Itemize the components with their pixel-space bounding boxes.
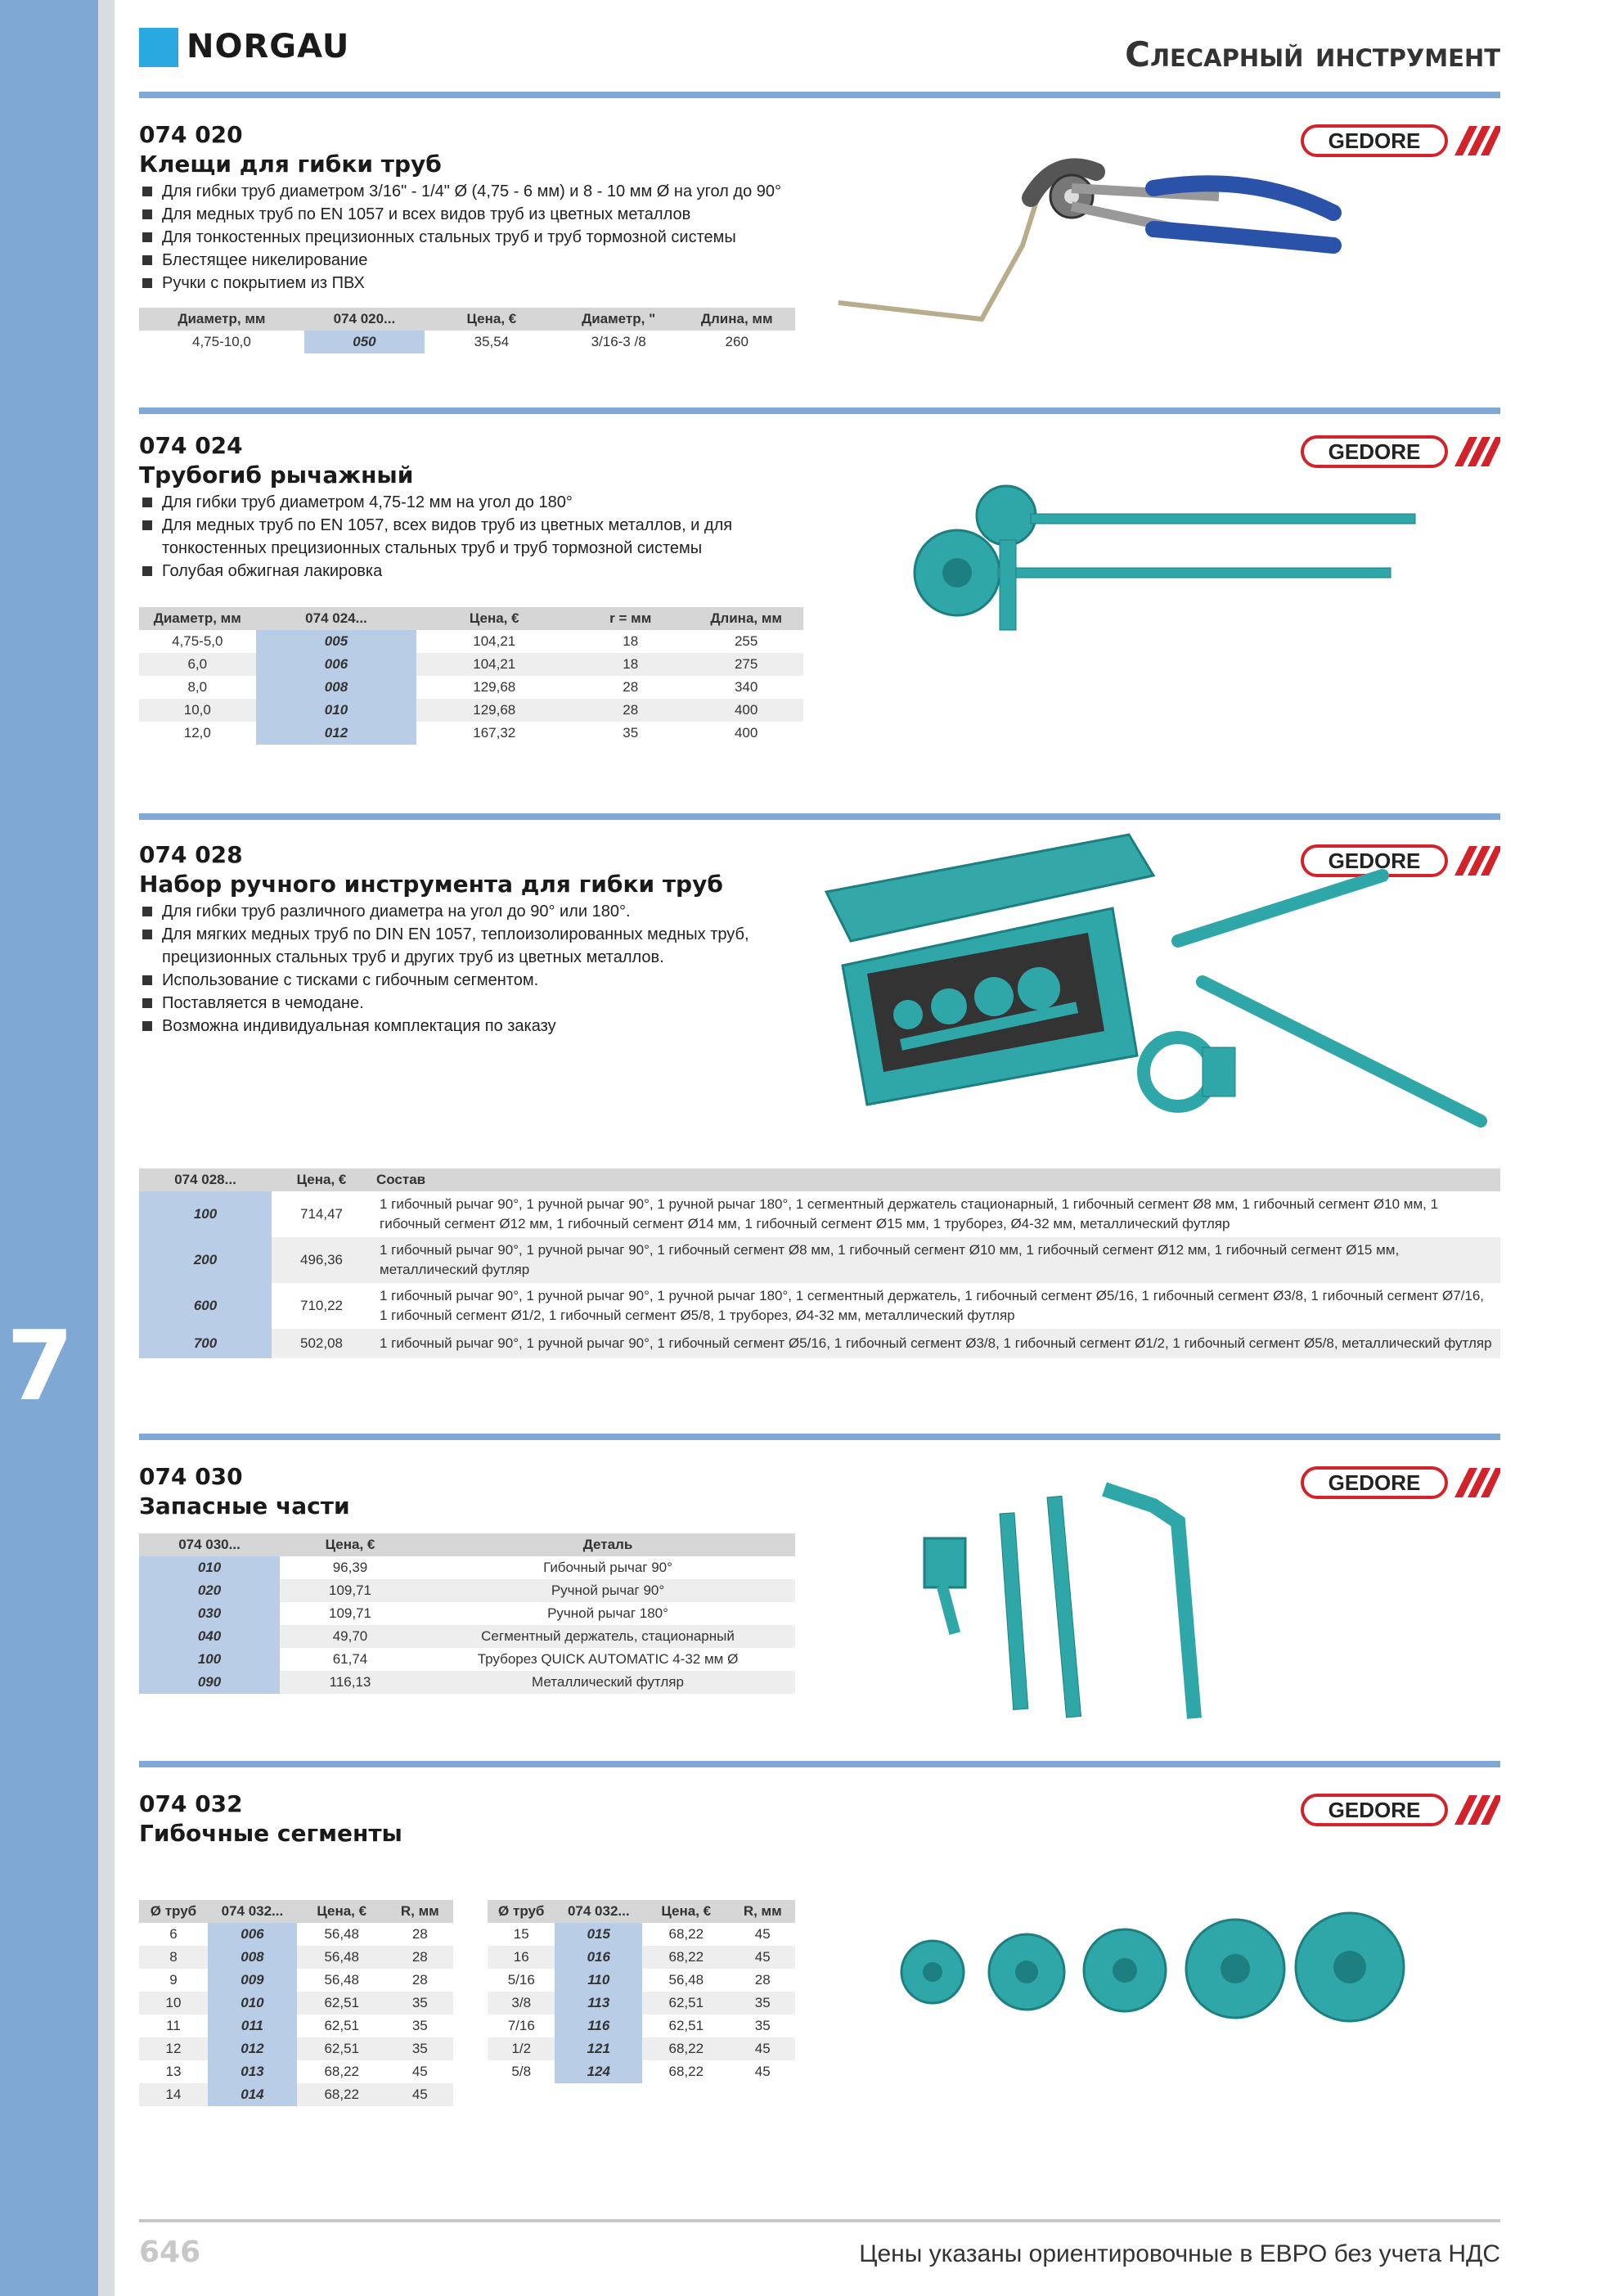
gedore-logo [1301, 1792, 1500, 1828]
gedore-logo-text: GEDORE [1328, 439, 1421, 464]
table-cell: 35 [731, 1992, 795, 2015]
column-header: 074 028... [139, 1168, 272, 1191]
table-cell: 35 [411, 2018, 428, 2033]
table-cell: 62,51 [642, 1992, 730, 2015]
column-header: R, мм [387, 1900, 453, 1923]
table-header-row [139, 1900, 453, 1923]
table-row [488, 2037, 795, 2060]
column-header: Состав [371, 1168, 1500, 1191]
table-header-row [139, 308, 795, 331]
table-cell: 68,22 [324, 2064, 360, 2079]
table-row [139, 653, 803, 676]
table-cell: 113 [555, 1992, 642, 2015]
table-cell: 050 [304, 331, 425, 353]
table-header-row [488, 1900, 795, 1923]
table-cell: 35 [387, 1992, 453, 2015]
table-cell: 56,48 [297, 1946, 387, 1969]
table-cell: 35 [387, 2037, 453, 2060]
table-cell: 13 [165, 2064, 182, 2079]
table-cell: 700 [139, 1329, 272, 1358]
table-cell: 006 [208, 1923, 297, 1946]
spare-parts-table [139, 1533, 795, 1694]
table-cell: 45 [411, 2064, 428, 2079]
product-title: Гибочные сегменты [139, 1820, 402, 1847]
table-cell: Сегментный держатель, стационарный [420, 1625, 795, 1648]
table-row [139, 1283, 1500, 1329]
spare-parts-image [908, 1473, 1235, 1743]
table-cell: 104,21 [416, 653, 572, 676]
feature-list [141, 900, 787, 1038]
gedore-logo [1301, 434, 1500, 470]
table-row [139, 2060, 453, 2083]
column-header: Ø труб [488, 1900, 555, 1923]
column-header: R, мм [731, 1900, 795, 1923]
table-cell: 6 [169, 1926, 178, 1942]
table-cell: 005 [256, 630, 417, 653]
feature-item: Для гибки труб диаметром 4,75-12 мм на угол до 180° [141, 491, 795, 514]
table-cell: 129,68 [473, 679, 516, 695]
table-cell: 100 [139, 1191, 272, 1237]
table-cell: 7/16 [507, 2018, 535, 2033]
table-cell: 14 [139, 2083, 208, 2106]
product-code: 074 028 [139, 841, 243, 868]
bending-segments-image [892, 1907, 1415, 2037]
table-cell: 18 [572, 653, 689, 676]
left-sidebar [0, 0, 98, 2296]
table-row [139, 1556, 795, 1579]
table-cell: 45 [387, 2083, 453, 2106]
table-cell: 10,0 [139, 699, 256, 722]
table-row [488, 1923, 795, 1946]
lever-pipe-bender-image [908, 483, 1432, 646]
column-header: Деталь [420, 1533, 795, 1556]
table-cell: 28 [411, 1972, 428, 1988]
table-cell: 3/8 [488, 1992, 555, 2015]
table-header-row [139, 607, 803, 630]
table-cell: 110 [555, 1969, 642, 1992]
table-cell: 013 [208, 2060, 297, 2083]
table-header-row [139, 1168, 1500, 1191]
column-header: Диаметр, мм [139, 308, 304, 331]
table-cell: 012 [256, 722, 417, 745]
table-cell: 12,0 [183, 725, 211, 741]
table-cell: 010 [208, 1992, 297, 2015]
column-header: Диаметр, мм [139, 607, 256, 630]
table-cell: 129,68 [416, 699, 572, 722]
product-code: 074 032 [139, 1790, 243, 1817]
column-header: Диаметр, " [559, 308, 679, 331]
table-cell: 68,22 [668, 1926, 704, 1942]
feature-item: Голубая обжигная лакировка [141, 560, 795, 583]
table-cell: 5/8 [511, 2064, 532, 2079]
table-cell: 109,71 [280, 1579, 420, 1602]
table-cell: 45 [731, 1946, 795, 1969]
pipe-bending-pliers-image [826, 139, 1350, 344]
table-cell: Гибочный рычаг 90° [543, 1560, 672, 1575]
table-row [139, 630, 803, 653]
gedore-logo-text: GEDORE [1328, 1470, 1421, 1495]
kit-table [139, 1168, 1500, 1358]
footer-rule [139, 2219, 1500, 2222]
norgau-logo-icon [139, 28, 178, 67]
table-cell: 400 [689, 699, 803, 722]
tool-set-case-image [818, 826, 1505, 1154]
table-row [139, 1602, 795, 1625]
table-header-row [139, 1533, 795, 1556]
table-cell: 010 [256, 699, 417, 722]
gedore-logo [1301, 1465, 1500, 1501]
table-cell: Ручной рычаг 180° [547, 1605, 668, 1621]
product-title: Трубогиб рычажный [139, 461, 414, 488]
gedore-logo-text: GEDORE [1328, 128, 1421, 153]
table-cell: 010 [139, 1556, 280, 1579]
product-title: Запасные части [139, 1492, 350, 1519]
product-code: 074 030 [139, 1463, 243, 1490]
table-cell: 68,22 [642, 2037, 730, 2060]
column-header: r = мм [572, 607, 689, 630]
table-cell: 68,22 [642, 1946, 730, 1969]
table-cell: Труборез QUICK AUTOMATIC 4-32 мм Ø [477, 1651, 739, 1667]
table-cell: 56,48 [324, 1972, 360, 1988]
product-code: 074 024 [139, 432, 243, 459]
table-cell: 400 [734, 725, 758, 741]
table-row [139, 1946, 453, 1969]
table-cell: 61,74 [332, 1651, 368, 1667]
feature-item: Для гибки труб диаметром 3/16" - 1/4" Ø (4,75 - 6 мм) и 8 - 10 мм Ø на угол до 90° [141, 180, 877, 203]
table-cell: 104,21 [473, 633, 516, 649]
table-cell: 18 [623, 633, 639, 649]
column-header: 074 032... [555, 1900, 642, 1923]
feature-item: Для гибки труб различного диаметра на угол до 90° или 180°. [141, 900, 787, 923]
table-row [488, 2015, 795, 2037]
section-rule [139, 1761, 1500, 1767]
table-cell: 275 [689, 653, 803, 676]
price-note: Цены указаны ориентировочные в ЕВРО без учета НДС [859, 2240, 1500, 2267]
table-cell: 090 [139, 1671, 280, 1694]
table-cell: 260 [725, 334, 749, 349]
table-cell: 012 [208, 2037, 297, 2060]
table-cell: 56,48 [324, 1926, 360, 1942]
table-row [488, 1969, 795, 1992]
feature-item: Для мягких медных труб по DIN EN 1057, теплоизолированных медных труб, прецизионных стальных труб и других труб из цветных металлов. [141, 923, 787, 969]
table-row [139, 331, 795, 353]
feature-list [141, 180, 877, 295]
feature-item: Для медных труб по EN 1057 и всех видов труб из цветных металлов [141, 203, 877, 226]
table-cell: 35 [623, 725, 639, 741]
table-cell: 710,22 [300, 1298, 343, 1313]
segments-table-left [139, 1900, 453, 2106]
table-cell: 9 [169, 1972, 178, 1988]
table-cell: 1 гибочный рычаг 90°, 1 ручной рычаг 90°, 1 гибочный сегмент Ø8 мм, 1 гибочный сегмент Ø10 мм, 1 гибочный сегмент Ø12 мм, 1 гибочный сегмент Ø15 мм, металлический футляр [371, 1237, 1500, 1283]
column-header: Длина, мм [678, 308, 795, 331]
column-header: 074 032... [208, 1900, 297, 1923]
table-row [139, 1992, 453, 2015]
feature-list [141, 491, 795, 583]
table-row [139, 1671, 795, 1694]
feature-item: Использование с тисками с гибочным сегментом. [141, 969, 787, 992]
table-row [139, 2015, 453, 2037]
product-table [139, 308, 795, 353]
table-cell: 28 [411, 1926, 428, 1942]
table-cell: 121 [555, 2037, 642, 2060]
table-cell: 28 [623, 679, 639, 695]
table-cell: 116,13 [280, 1671, 420, 1694]
table-cell: 28 [754, 1972, 771, 1988]
table-cell: 008 [208, 1946, 297, 1969]
product-table [139, 607, 803, 745]
product-code: 074 020 [139, 121, 243, 148]
table-cell: 502,08 [272, 1329, 371, 1358]
table-cell: 45 [754, 1926, 771, 1942]
column-header: Ø труб [139, 1900, 208, 1923]
column-header: Цена, € [642, 1900, 730, 1923]
column-header: Цена, € [425, 308, 559, 331]
table-row [139, 676, 803, 699]
gedore-logo-text: GEDORE [1328, 849, 1421, 873]
table-cell: 68,22 [297, 2083, 387, 2106]
column-header: Цена, € [297, 1900, 387, 1923]
table-cell: 35,54 [474, 334, 510, 349]
table-row [139, 1329, 1500, 1358]
table-cell: 11 [166, 2018, 181, 2033]
table-cell: 1 гибочный рычаг 90°, 1 ручной рычаг 90°, 1 ручной рычаг 180°, 1 сегментный держатель стационарный, 1 гибочный сегмент Ø8 мм, 1 гибочный сегмент Ø10 мм, 1 гибочный сегмент Ø12 мм, 1 гибочный сегмент Ø14 мм, 1 гибочный сегмент Ø15 мм, 1 труборез, Ø4-32 мм, металлический футляр [380, 1196, 1439, 1231]
section-rule [139, 407, 1500, 414]
table-cell: 12 [139, 2037, 208, 2060]
product-title: Набор ручного инструмента для гибки труб [139, 871, 723, 898]
table-row [139, 1923, 453, 1946]
table-cell: 020 [139, 1579, 280, 1602]
column-header: Цена, € [280, 1533, 420, 1556]
table-cell: 116 [555, 2015, 642, 2037]
page-title: Слесарный инструмент [1125, 34, 1500, 74]
feature-item: Блестящее никелирование [141, 249, 877, 272]
table-cell: 56,48 [668, 1972, 704, 1988]
table-row [139, 1191, 1500, 1237]
table-cell: 62,51 [297, 2037, 387, 2060]
table-row [488, 1992, 795, 2015]
table-cell: 015 [555, 1923, 642, 1946]
table-cell: 28 [387, 1946, 453, 1969]
table-cell: Металлический футляр [420, 1671, 795, 1694]
table-cell: 100 [139, 1648, 280, 1671]
table-cell: 040 [139, 1625, 280, 1648]
table-cell: 8 [139, 1946, 208, 1969]
table-cell: 35 [754, 2018, 771, 2033]
table-cell: 3/16-3 /8 [591, 334, 646, 349]
column-header: 074 020... [304, 308, 425, 331]
chapter-number: 7 [7, 1309, 74, 1422]
table-row [139, 722, 803, 745]
column-header: Длина, мм [689, 607, 803, 630]
brand-name: NORGAU [187, 28, 350, 65]
table-cell: 714,47 [300, 1206, 343, 1222]
table-cell: 167,32 [473, 725, 516, 741]
feature-item: Поставляется в чемодане. [141, 992, 787, 1015]
table-cell: 5/16 [507, 1972, 535, 1988]
table-cell: 016 [555, 1946, 642, 1969]
table-cell: 49,70 [280, 1625, 420, 1648]
table-cell: 62,51 [297, 1992, 387, 2015]
table-cell: 124 [555, 2060, 642, 2083]
table-cell: 62,51 [324, 2018, 360, 2033]
page-number: 646 [139, 2235, 201, 2269]
table-cell: 600 [139, 1283, 272, 1329]
column-header: 074 024... [256, 607, 417, 630]
table-cell: 8,0 [187, 679, 208, 695]
table-cell: 030 [139, 1602, 280, 1625]
header-rule [139, 92, 1500, 98]
table-cell: 340 [734, 679, 758, 695]
table-cell: 006 [256, 653, 417, 676]
table-cell: 68,22 [668, 2064, 704, 2079]
table-row [139, 1237, 1500, 1283]
table-cell: 496,36 [272, 1237, 371, 1283]
table-cell: 011 [208, 2015, 297, 2037]
table-cell: 45 [754, 2064, 771, 2079]
segments-table-right [488, 1900, 795, 2083]
table-cell: 014 [208, 2083, 297, 2106]
table-cell: 96,39 [332, 1560, 368, 1575]
table-cell: 4,75-10,0 [192, 334, 251, 349]
table-cell: 4,75-5,0 [172, 633, 223, 649]
feature-item: Ручки с покрытием из ПВХ [141, 272, 877, 295]
table-cell: 62,51 [668, 2018, 704, 2033]
table-cell: 008 [256, 676, 417, 699]
column-header: Цена, € [416, 607, 572, 630]
table-row [488, 2060, 795, 2083]
table-cell: Ручной рычаг 90° [420, 1579, 795, 1602]
table-row [139, 1625, 795, 1648]
table-row [139, 1579, 795, 1602]
table-row [139, 2037, 453, 2060]
table-cell: 255 [734, 633, 758, 649]
table-row [139, 699, 803, 722]
table-cell: 109,71 [329, 1605, 371, 1621]
table-row [139, 1648, 795, 1671]
product-title: Клещи для гибки труб [139, 151, 442, 178]
table-row [139, 1969, 453, 1992]
feature-item: Для тонкостенных прецизионных стальных труб и труб тормозной системы [141, 226, 877, 249]
section-rule [139, 1434, 1500, 1440]
table-row [488, 1946, 795, 1969]
table-cell: 6,0 [139, 653, 256, 676]
column-header: Цена, € [272, 1168, 371, 1191]
column-header: 074 030... [139, 1533, 280, 1556]
feature-item: Возможна индивидуальная комплектация по заказу [141, 1015, 787, 1038]
feature-item: Для медных труб по EN 1057, всех видов труб из цветных металлов, и для тонкостенных прецизионных стальных труб и труб тормозной системы [141, 514, 795, 560]
table-cell: 28 [572, 699, 689, 722]
sidebar-divider [98, 0, 115, 2296]
section-rule [139, 813, 1500, 820]
table-cell: 1 гибочный рычаг 90°, 1 ручной рычаг 90°, 1 гибочный сегмент Ø5/16, 1 гибочный сегмент Ø3/8, 1 гибочный сегмент Ø1/2, 1 гибочный сегмент Ø5/8, металлический футляр [371, 1329, 1500, 1358]
table-cell: 200 [139, 1237, 272, 1283]
table-cell: 1/2 [488, 2037, 555, 2060]
table-cell: 15 [513, 1926, 529, 1942]
table-row [139, 2083, 453, 2106]
table-cell: 16 [488, 1946, 555, 1969]
table-cell: 45 [731, 2037, 795, 2060]
table-cell: 10 [139, 1992, 208, 2015]
table-cell: 1 гибочный рычаг 90°, 1 ручной рычаг 90°, 1 ручной рычаг 180°, 1 сегментный держатель, 1 гибочный сегмент Ø5/16, 1 гибочный сегмент Ø3/8, 1 гибочный сегмент Ø7/16, 1 гибочный сегмент Ø1/2, 1 гибочный сегмент Ø5/8, 1 труборез, Ø4-32 мм, металлический футляр [380, 1288, 1485, 1323]
table-cell: 009 [208, 1969, 297, 1992]
gedore-logo-text: GEDORE [1328, 1798, 1421, 1822]
